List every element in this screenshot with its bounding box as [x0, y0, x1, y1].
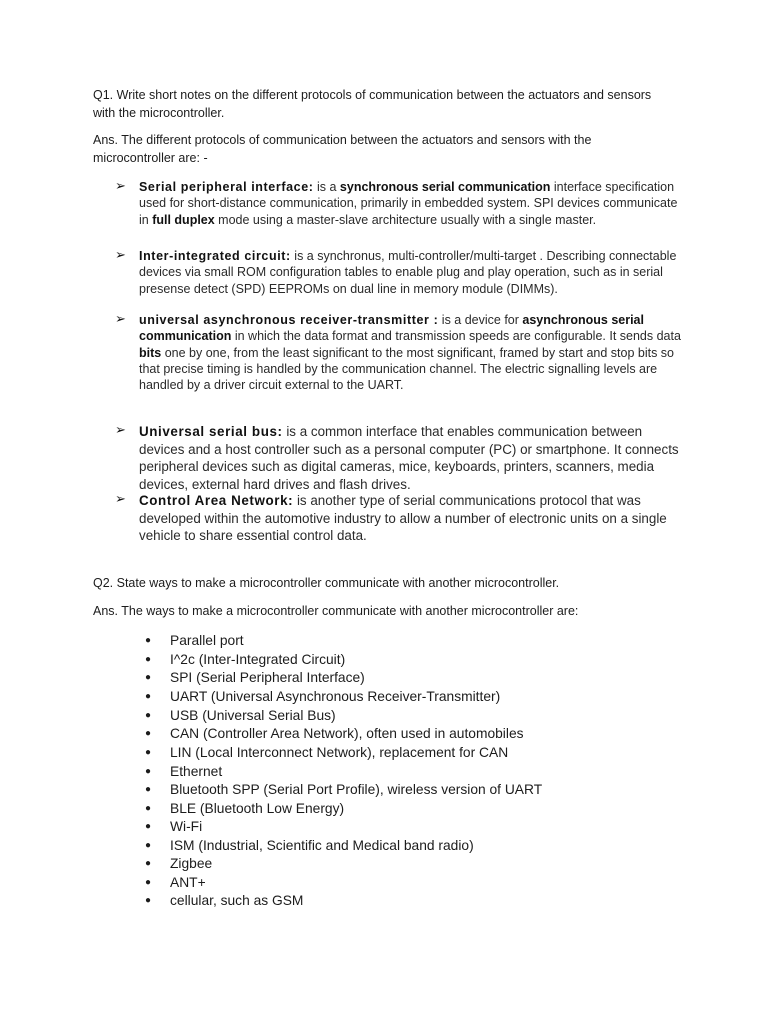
list-item — [145, 891, 645, 910]
q2-question: Q2. State ways to make a microcontroller communicate with another microcontroller. — [93, 576, 560, 590]
protocol-text — [139, 248, 684, 297]
bullet-dot-icon: ● — [145, 747, 152, 758]
list-item-text: Bluetooth SPP (Serial Port Profile), wireless version of UART — [170, 782, 543, 797]
protocol-description: one by one, from the least significant to the most significant, framed by start and stop bits so that precise timing is handled by the communication channel. The electric signalling levels are handled by a driver circuit external to the UART. — [139, 345, 674, 393]
bullet-dot-icon: ● — [145, 840, 152, 851]
protocol-emphasis: bits — [139, 345, 162, 360]
list-item-text: CAN (Controller Area Network), often used in automobiles — [170, 726, 524, 741]
protocol-term: Inter-integrated circuit: — [139, 249, 291, 263]
q1-question: Q1. Write short notes on the different protocols of communication between the actuators and sensors with the microcontroller. — [93, 88, 652, 120]
list-item — [145, 743, 645, 762]
bullet-dot-icon: ● — [145, 877, 152, 888]
arrow-bullet-icon: ➢ — [115, 312, 126, 327]
list-item-text: cellular, such as GSM — [170, 893, 304, 908]
bullet-dot-icon: ● — [145, 691, 152, 702]
list-item-text: UART (Universal Asynchronous Receiver-Transmitter) — [170, 689, 501, 704]
list-item-text: USB (Universal Serial Bus) — [170, 708, 336, 723]
list-item — [145, 650, 645, 669]
bullet-dot-icon: ● — [145, 803, 152, 814]
arrow-bullet-icon: ➢ — [115, 179, 126, 194]
arrow-bullet-icon: ➢ — [115, 423, 126, 438]
list-item-text: LIN (Local Interconnect Network), replacement for CAN — [170, 745, 509, 760]
protocol-emphasis: full duplex — [152, 212, 215, 227]
protocol-emphasis: synchronous serial communication — [339, 180, 551, 194]
protocol-description: is a — [313, 180, 340, 194]
q1-answer: Ans. The different protocols of communication between the actuators and sensors with the microcontroller are: - — [93, 133, 592, 165]
protocol-description: is a synchronus, multi-controller/multi-target . Describing connectable devices via small ROM configuration tables to enable plug and play operation, such as in serial presense detect (SPD) EEPROMs on dual line in memory module (DIMMs). — [139, 249, 677, 296]
protocol-description: is another type of serial communications protocol that was developed within the automotive industry to allow a number of electronic units on a single vehicle to share essential control data. — [139, 493, 667, 543]
protocol-term: Serial peripheral interface: — [139, 180, 314, 194]
list-item — [145, 873, 645, 892]
list-item-text: Wi-Fi — [170, 819, 203, 834]
list-item-text: I^2c (Inter-Integrated Circuit) — [170, 652, 346, 667]
list-item-text: ANT+ — [170, 875, 206, 890]
arrow-bullet-icon: ➢ — [115, 248, 126, 263]
list-item-text: Parallel port — [170, 633, 244, 648]
protocol-description: is a device for — [438, 313, 523, 327]
protocol-text — [139, 423, 684, 493]
protocol-text — [139, 492, 684, 545]
protocol-emphasis: asynchronous serial communication — [139, 313, 644, 344]
list-item — [145, 836, 645, 855]
list-item-text: Ethernet — [170, 764, 223, 779]
bullet-dot-icon: ● — [145, 895, 152, 906]
protocol-description: is a common interface that enables communication between devices and a host controller such as a personal computer (PC) or smartphone. It connects peripheral devices such as digital cameras, mice, keyboards, printers, scanners, media devices, external hard drives and flash drives. — [139, 424, 679, 492]
list-item-text: Zigbee — [170, 856, 213, 871]
list-item — [145, 854, 645, 873]
protocol-term: Universal serial bus: — [139, 424, 283, 439]
list-item-text: SPI (Serial Peripheral Interface) — [170, 670, 365, 685]
protocol-description: mode using a master-slave architecture usually with a single master. — [214, 212, 597, 227]
protocol-term: Control Area Network: — [139, 493, 294, 508]
list-item — [145, 724, 645, 743]
bullet-dot-icon: ● — [145, 766, 152, 777]
bullet-dot-icon: ● — [145, 784, 152, 795]
protocol-term: universal asynchronous receiver-transmitter : — [139, 313, 439, 327]
list-item — [145, 668, 645, 687]
bullet-dot-icon: ● — [145, 672, 152, 683]
protocol-text — [139, 312, 684, 393]
list-item-text: BLE (Bluetooth Low Energy) — [170, 801, 345, 816]
protocol-description: interface specification used for short-distance communication, primarily in embedded system. SPI devices communicate in — [139, 180, 678, 227]
list-item — [145, 817, 645, 836]
bullet-dot-icon: ● — [145, 728, 152, 739]
bullet-dot-icon: ● — [145, 710, 152, 721]
list-item — [145, 780, 645, 799]
bullet-dot-icon: ● — [145, 858, 152, 869]
list-item — [145, 799, 645, 818]
list-item — [145, 631, 645, 650]
list-item — [145, 762, 645, 781]
list-item — [145, 706, 645, 725]
bullet-dot-icon: ● — [145, 654, 152, 665]
arrow-bullet-icon: ➢ — [115, 492, 126, 507]
protocol-description: in which the data format and transmission speeds are configurable. It sends data — [231, 329, 681, 344]
list-item — [145, 687, 645, 706]
bullet-dot-icon: ● — [145, 635, 152, 646]
bullet-dot-icon: ● — [145, 821, 152, 832]
q2-answer: Ans. The ways to make a microcontroller communicate with another microcontroller are: — [93, 604, 579, 618]
protocol-text — [139, 179, 684, 228]
list-item-text: ISM (Industrial, Scientific and Medical band radio) — [170, 838, 474, 853]
